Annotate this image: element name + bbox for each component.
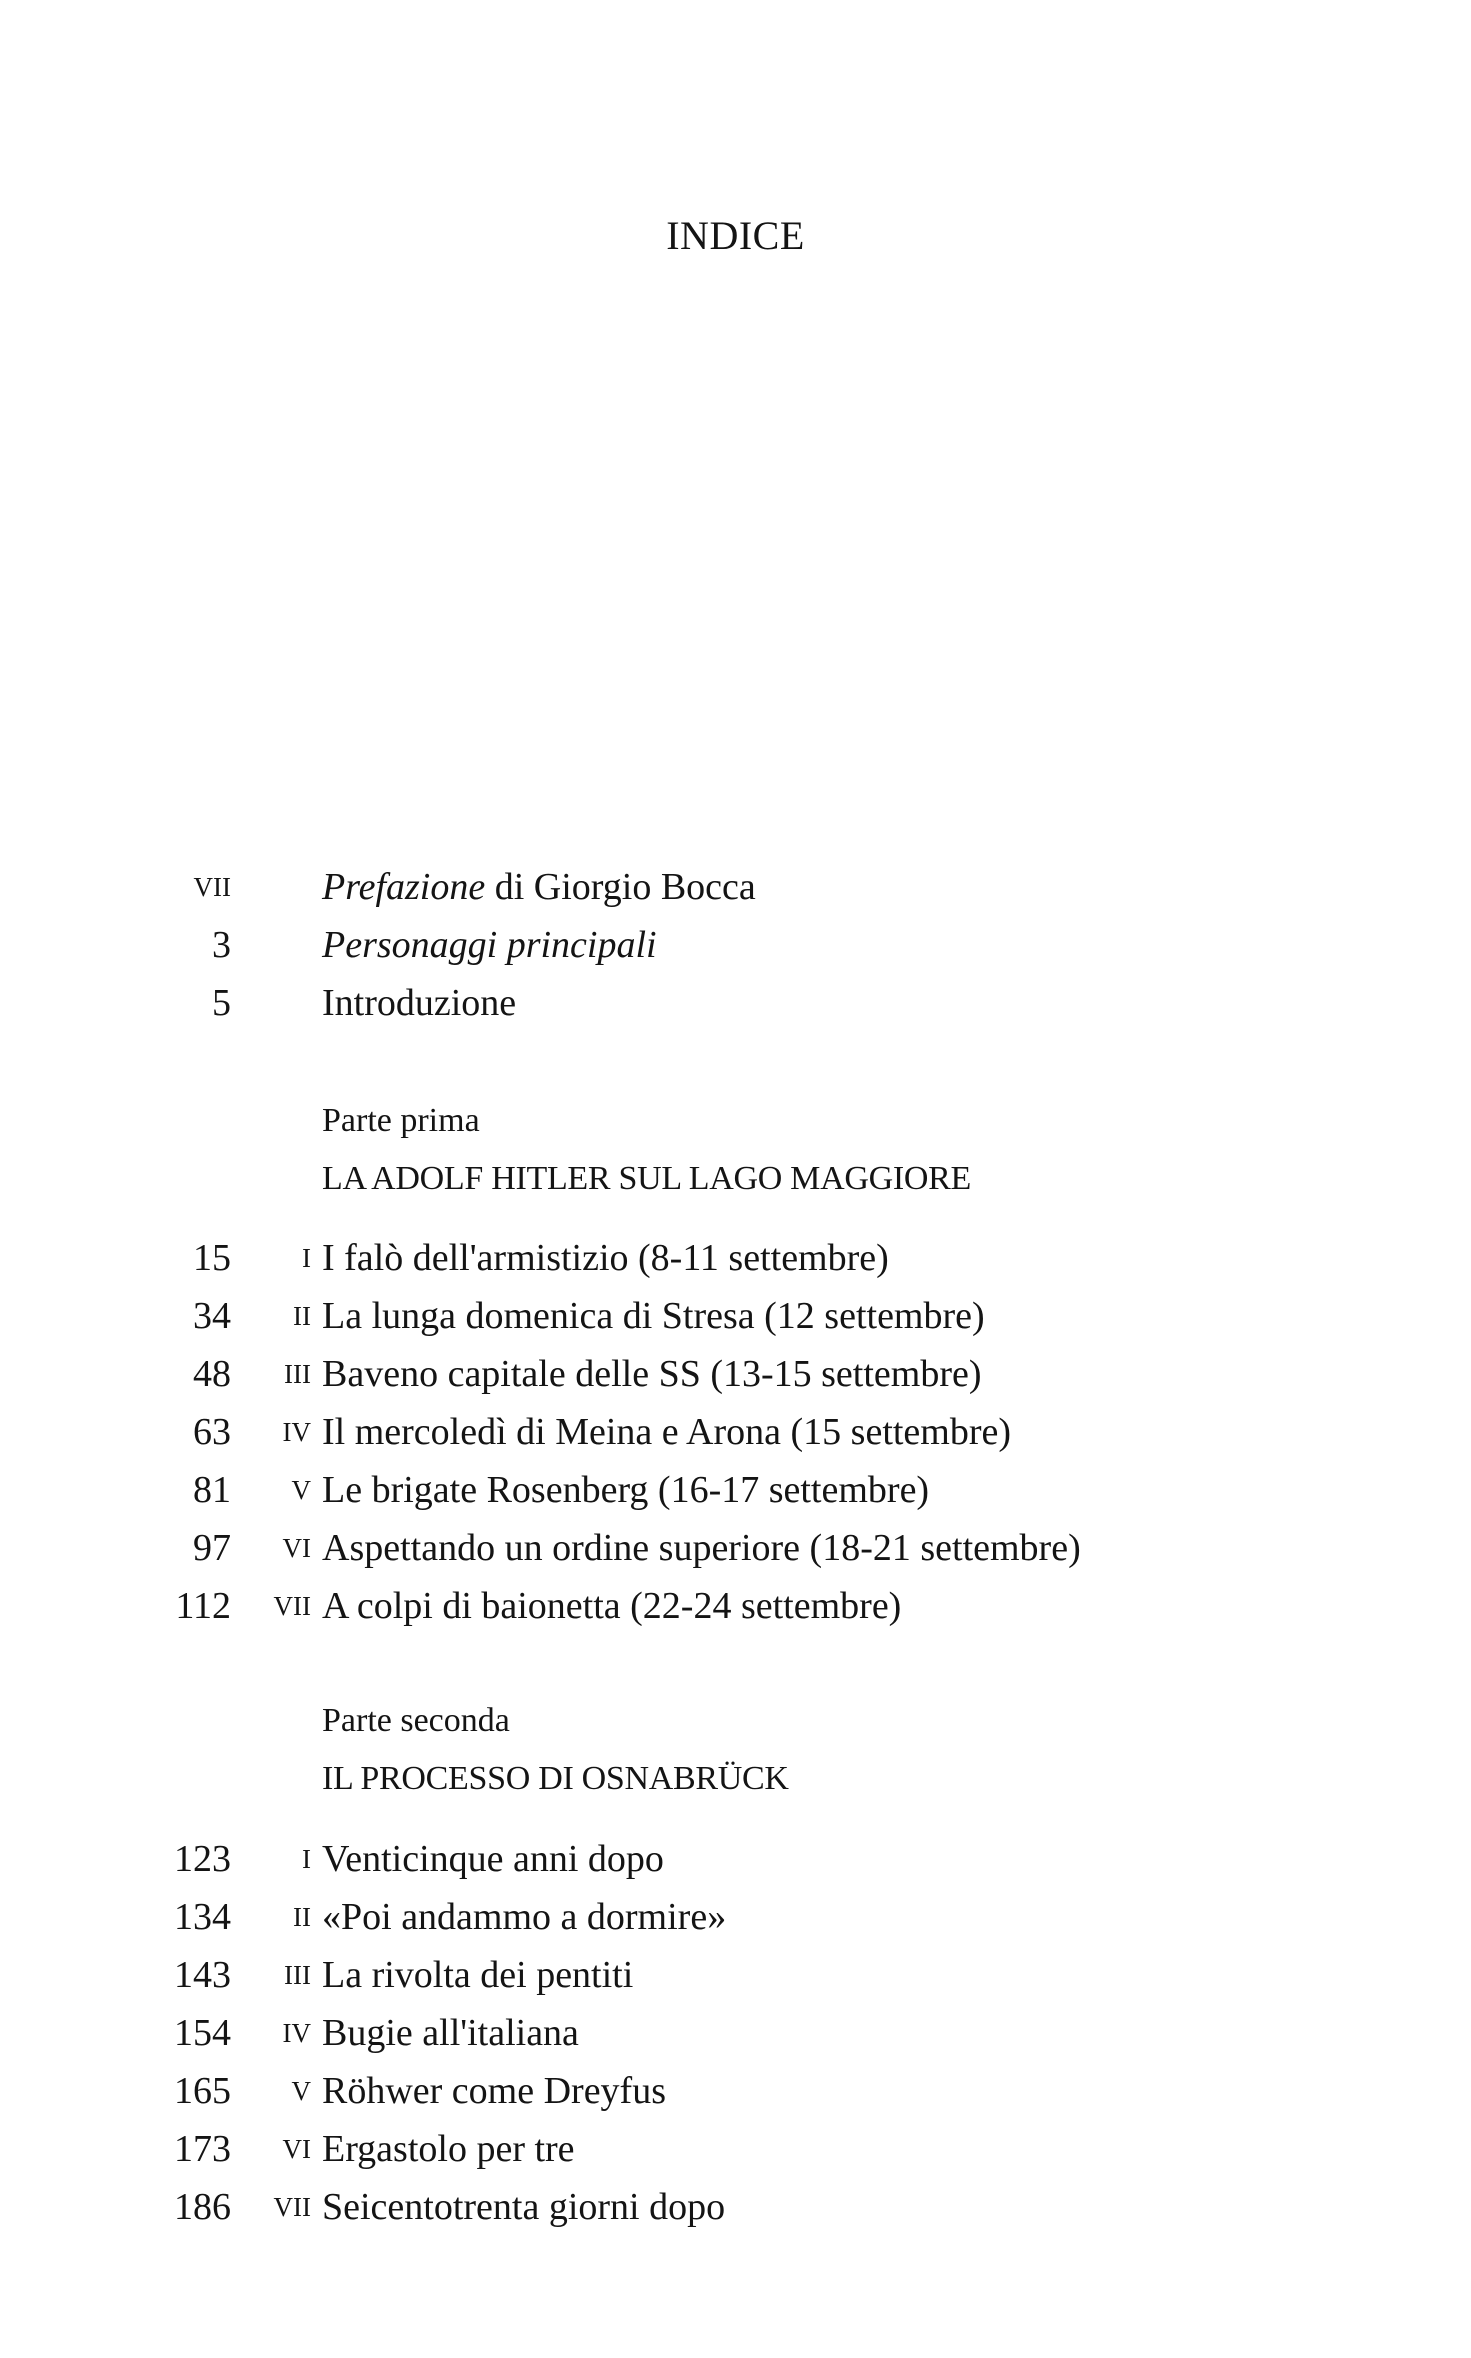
page-number: 154 [174,2012,231,2054]
part-label: Parte prima [322,1102,480,1139]
entry-title: Introduzione [322,982,517,1024]
toc-chapter [0,1830,1471,1888]
chapter-number: II [293,1301,311,1331]
toc-chapter [0,2062,1471,2120]
chapter-title: Aspettando un ordine superiore (18-21 settembre) [322,1527,1081,1569]
page-title: INDICE [666,213,805,258]
chapter-number: VII [273,2192,311,2222]
page-number: 97 [193,1527,231,1569]
toc-chapter [0,1229,1471,1287]
chapter-number: IV [282,1417,311,1447]
toc-entry-introduzione [0,974,1471,1032]
page-number: 34 [193,1295,231,1337]
page-number: 3 [212,924,231,966]
page-number: 63 [193,1411,231,1453]
page-number: 123 [174,1838,231,1880]
chapter-title: «Poi andammo a dormire» [322,1896,727,1938]
chapter-number: II [293,1902,311,1932]
page-number: 186 [174,2186,231,2228]
page-number: 81 [193,1469,231,1511]
chapter-number: VII [273,1591,311,1621]
chapter-number: VI [282,1533,311,1563]
chapter-title: La rivolta dei pentiti [322,1954,634,1996]
page-number: 15 [193,1237,231,1279]
page-number: 173 [174,2128,231,2170]
toc-chapter [0,2004,1471,2062]
page-number: 134 [174,1896,231,1938]
part-label: Parte seconda [322,1702,510,1739]
toc-entry-personaggi [0,916,1471,974]
chapter-title: Il mercoledì di Meina e Arona (15 settembre) [322,1411,1012,1453]
page-number: 5 [212,982,231,1024]
chapter-title: Bugie all'italiana [322,2012,579,2054]
entry-title: Personaggi principali [322,924,657,966]
chapter-title: Röhwer come Dreyfus [322,2070,667,2112]
toc-chapter [0,1345,1471,1403]
page-number: 143 [174,1954,231,1996]
chapter-number: V [291,1475,311,1505]
toc-chapter [0,1946,1471,2004]
entry-title [322,858,756,916]
chapter-title: A colpi di baionetta (22-24 settembre) [322,1585,902,1627]
part-title: LA ADOLF HITLER SUL LAGO MAGGIORE [322,1160,971,1197]
chapter-number: IV [282,2018,311,2048]
toc-chapter [0,1519,1471,1577]
chapter-title: Ergastolo per tre [322,2128,575,2170]
page-number: VII [193,872,231,902]
chapter-title: La lunga domenica di Stresa (12 settembre) [322,1295,985,1337]
entry-title-italic: Prefazione [322,866,486,908]
toc-chapter [0,1461,1471,1519]
entry-title-suffix: di Giorgio Bocca [485,866,756,908]
chapter-number: III [284,1359,311,1389]
chapter-title: Le brigate Rosenberg (16-17 settembre) [322,1469,930,1511]
chapter-number: III [284,1960,311,1990]
toc-chapter [0,1287,1471,1345]
chapter-number: I [302,1844,311,1874]
chapter-title: Venticinque anni dopo [322,1838,664,1880]
page-number: 112 [175,1585,231,1627]
chapter-number: VI [282,2134,311,2164]
chapter-number: V [291,2076,311,2106]
page-number: 48 [193,1353,231,1395]
toc-chapter [0,2178,1471,2236]
toc-chapter [0,1888,1471,1946]
toc-entry-prefazione [0,858,1471,916]
part-title: IL PROCESSO DI OSNABRÜCK [322,1760,789,1797]
chapter-title: Seicentotrenta giorni dopo [322,2186,726,2228]
toc-chapter [0,2120,1471,2178]
toc-chapter [0,1577,1471,1635]
chapter-title: Baveno capitale delle SS (13-15 settembre) [322,1353,982,1395]
page-number: 165 [174,2070,231,2112]
chapter-title: I falò dell'armistizio (8-11 settembre) [322,1237,889,1279]
toc-chapter [0,1403,1471,1461]
chapter-number: I [302,1243,311,1273]
